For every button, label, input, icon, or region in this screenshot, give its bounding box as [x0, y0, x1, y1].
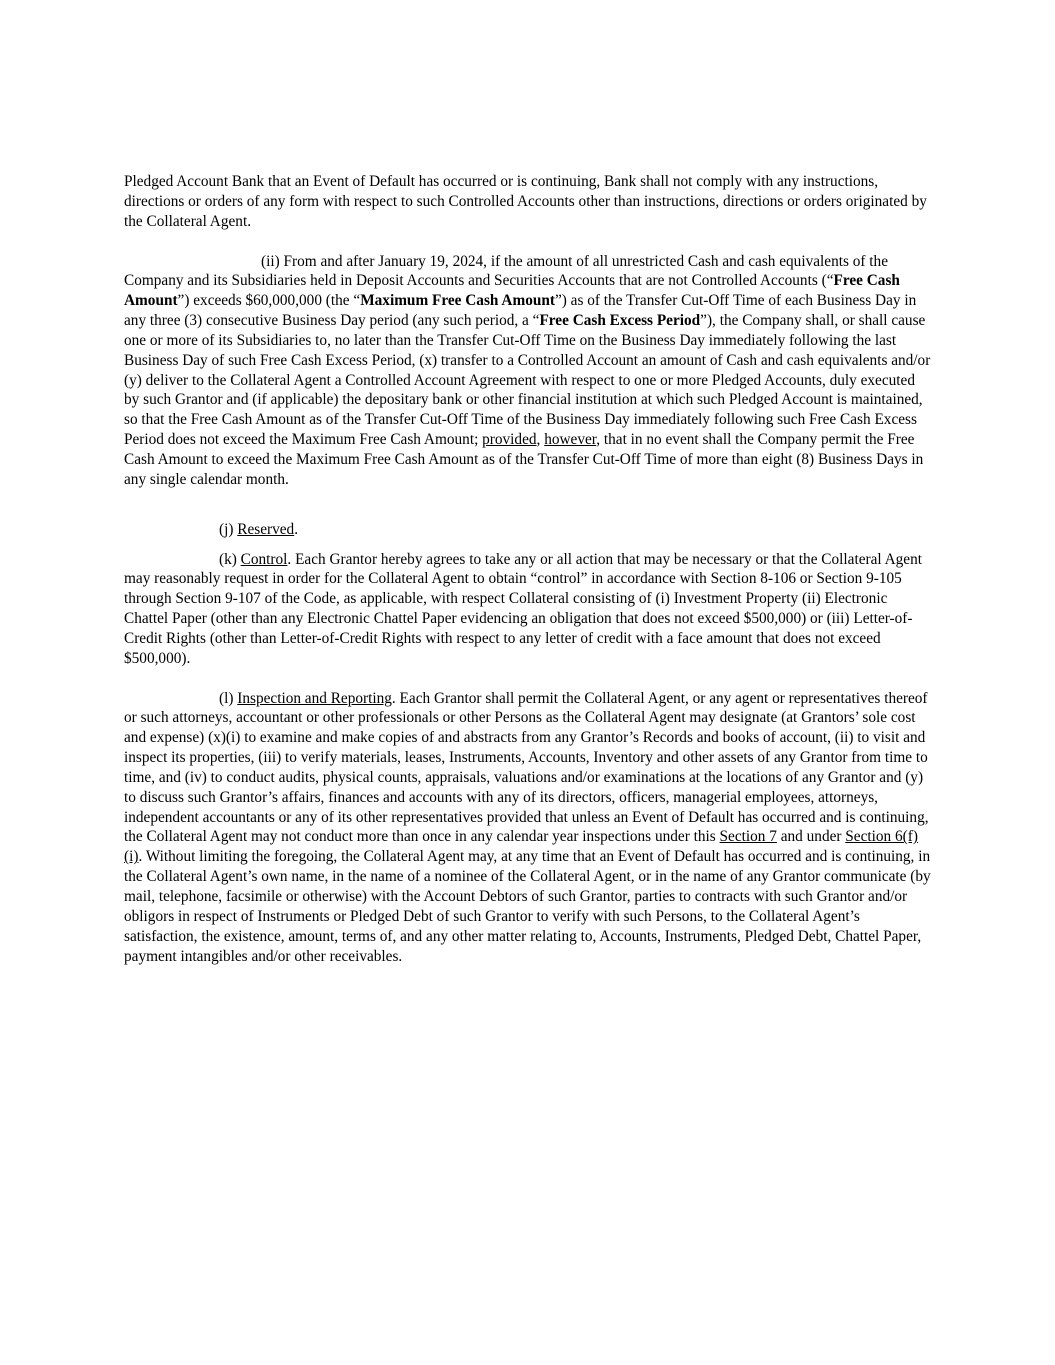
- defined-term-free-cash-amount: Free Cash Amount: [124, 272, 900, 310]
- heading-reserved: Reserved: [237, 520, 295, 538]
- paragraph-l-inspection: [124, 689, 934, 967]
- document-page: [124, 172, 934, 966]
- text-segment: . Each Grantor hereby agrees to take any or all action that may be necessary or that the Collateral Agent may reasonably request in order for the Collateral Agent to obtain “control” in accordance with Section 8-106 or Section 9-105 through Section 9-107 of the Code, as applicable, with respect Collateral consisting of (i) Investment Property (ii) Electronic Chattel Paper (other than any Electronic Chattel Paper evidencing an obligation that does not exceed $500,000) or (iii) Letter-of-Credit Rights (other than Letter-of-Credit Rights with respect to any letter of credit with a face amount that does not exceed $500,000).: [124, 550, 922, 667]
- text-segment: . Without limiting the foregoing, the Collateral Agent may, at any time that an Event of Default has occurred and is continuing, in the Collateral Agent’s own name, in the name of a nominee of the Collateral Agent, or in the name of any Grantor communicate (by mail, telephone, facsimile or otherwise) with the Account Debtors of such Grantor, parties to contracts with such Grantor and/or obligors in respect of Instruments or Pledged Debt of such Grantor to verify with such Persons, to the Collateral Agent’s satisfaction, the existence, amount, terms of, and any other matter relating to, Accounts, Instruments, Pledged Debt, Chattel Paper, payment intangibles and/or other receivables.: [124, 848, 931, 965]
- text-segment: (ii) From and after January 19, 2024, if the amount of all unrestricted Cash and cash equivalents of the Company and its Subsidiaries held in Deposit Accounts and Securities Accounts that are not Controlled Accounts (“: [124, 252, 888, 290]
- text-segment: (k): [219, 550, 241, 568]
- paragraph-text: Pledged Account Bank that an Event of Default has occurred or is continuing, Bank shall not comply with any instructions, directions or orders of any form with respect to such Controlled Accounts other than instructions, directions or orders originated by the Collateral Agent.: [124, 173, 927, 230]
- heading-control: Control: [240, 550, 288, 568]
- underlined-provided: provided: [482, 431, 537, 449]
- text-segment: (j): [219, 520, 238, 538]
- underlined-however: however: [544, 431, 597, 449]
- paragraph-k-control: [124, 550, 934, 669]
- section-reference-7: Section 7: [719, 828, 777, 846]
- paragraph-ii-free-cash: [124, 252, 934, 490]
- text-segment: (l): [219, 689, 238, 707]
- paragraph-j-reserved: [124, 520, 934, 540]
- text-segment: ,: [536, 431, 545, 449]
- text-segment: ”), the Company shall, or shall cause one or more of its Subsidiaries to, no later than the Transfer Cut-Off Time on the Business Day immediately following the last Business Day of such Free Cash Excess Period, (x) transfer to a Controlled Account an amount of Cash and cash equivalents and/or (y) deliver to the Collateral Agent a Controlled Account Agreement with respect to one or more Pledged Accounts, duly executed by such Grantor and (if applicable) the depositary bank or other financial institution at which such Pledged Account is maintained, so that the Free Cash Amount as of the Transfer Cut-Off Time of the Business Day immediately following such Free Cash Excess Period does not exceed the Maximum Free Cash Amount;: [124, 312, 931, 449]
- section-reference-6fi: Section 6(f)(i): [124, 828, 918, 866]
- text-segment: and under: [776, 828, 846, 846]
- heading-inspection-and-reporting: Inspection and Reporting: [237, 689, 392, 707]
- defined-term-free-cash-excess-period: Free Cash Excess Period: [539, 312, 701, 330]
- paragraph-controlled-accounts: [124, 172, 934, 232]
- text-segment: ”) as of the Transfer Cut-Off Time of each Business Day in any three (3) consecutive Business Day period (any such period, a “: [124, 292, 917, 330]
- text-segment: .: [294, 520, 299, 538]
- text-segment: . Each Grantor shall permit the Collateral Agent, or any agent or representatives thereof or such attorneys, accountant or other professionals or other Persons as the Collateral Agent may designate (at Grantors’ sole cost and expense) (x)(i) to examine and make copies of and abstracts from any Grantor’s Records and books of account, (ii) to visit and inspect its properties, (iii) to verify materials, leases, Instruments, Accounts, Inventory and other assets of any Grantor from time to time, and (iv) to conduct audits, physical counts, appraisals, valuations and/or examinations at the locations of any Grantor and (y) to discuss such Grantor’s affairs, finances and accounts with any of its directors, officers, managerial employees, attorneys, independent accountants or any of its other representatives provided that unless an Event of Default has occurred and is continuing, the Collateral Agent may not conduct more than once in any calendar year inspections under this: [124, 689, 929, 846]
- defined-term-maximum-free-cash-amount: Maximum Free Cash Amount: [360, 292, 555, 310]
- text-segment: , that in no event shall the Company permit the Free Cash Amount to exceed the Maximum Free Cash Amount as of the Transfer Cut-Off Time of more than eight (8) Business Days in any single calendar month.: [124, 431, 924, 488]
- text-segment: ”) exceeds $60,000,000 (the “: [177, 292, 361, 310]
